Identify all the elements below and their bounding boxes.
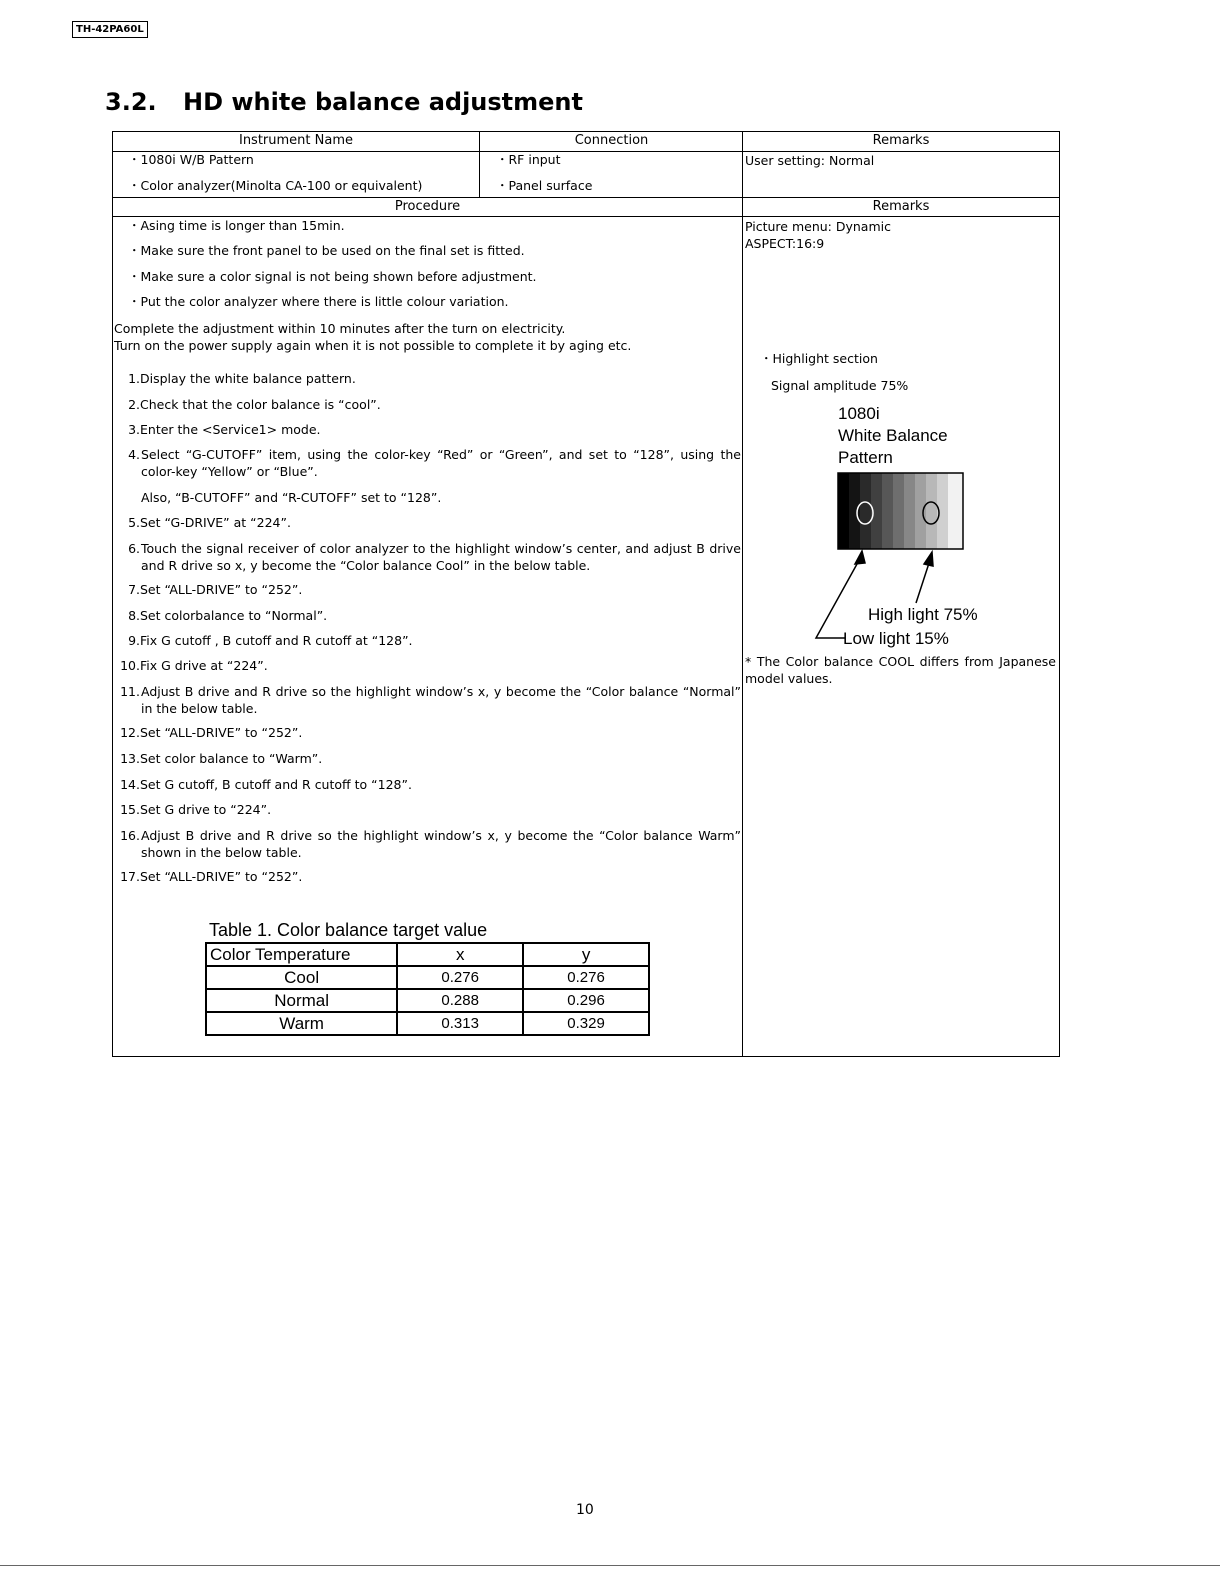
precaution-bullet: ・Put the color analyzer where there is little colour variation. [128, 294, 509, 309]
instrument-item: ・Color analyzer(Minolta CA-100 or equivalent) [128, 178, 423, 193]
pattern-title: 1080i White Balance Pattern [838, 404, 948, 467]
white-balance-pattern-diagram [790, 465, 1020, 655]
procedure-note: Complete the adjustment within 10 minutes after the turn on electricity. [114, 321, 566, 336]
page-bottom-rule [0, 1565, 1220, 1566]
column-header: Color Temperature [206, 943, 397, 966]
target-table-title: Table 1. Color balance target value [209, 920, 488, 940]
procedure-step: 9.Fix G cutoff , B cutoff and R cutoff at “128”. [128, 633, 413, 648]
procedure-step: 10.Fix G drive at “224”. [120, 658, 268, 673]
cool-footnote: * The Color balance COOL differs from Japanese model values. [745, 654, 1056, 686]
section-heading [105, 88, 583, 116]
procedure-step: 2.Check that the color balance is “cool”. [128, 397, 381, 412]
precaution-bullet: ・Make sure a color signal is not being shown before adjustment. [128, 269, 537, 284]
highlight-section-label: ・Highlight section [760, 351, 878, 366]
connection-item: ・RF input [496, 152, 561, 167]
procedure-step: 3.Enter the <Service1> mode. [128, 422, 321, 437]
table-cell: 0.276 [397, 966, 523, 989]
low-light-label: Low light 15% [843, 629, 949, 648]
instrument-item: ・1080i W/B Pattern [128, 152, 254, 167]
table-cell: Warm [206, 1012, 397, 1035]
table-cell: 0.276 [523, 966, 649, 989]
model-label: TH-42PA60L [72, 21, 148, 38]
section-title: HD white balance adjustment [183, 88, 583, 116]
procedure-step: 17.Set “ALL-DRIVE” to “252”. [120, 869, 303, 884]
procedure-step: 8.Set colorbalance to “Normal”. [128, 608, 328, 623]
table-cell: 0.329 [523, 1012, 649, 1035]
column-header: y [523, 943, 649, 966]
procedure-header: Procedure [394, 199, 461, 214]
table-cell: 0.288 [397, 989, 523, 1012]
table-cell: 0.313 [397, 1012, 523, 1035]
precaution-bullet: ・Asing time is longer than 15min. [128, 218, 345, 233]
procedure-step: 7.Set “ALL-DRIVE” to “252”. [128, 582, 303, 597]
table-cell: 0.296 [523, 989, 649, 1012]
table-cell: Normal [206, 989, 397, 1012]
instrument-name-header: Instrument Name [238, 133, 353, 148]
aspect-remark: ASPECT:16:9 [745, 236, 825, 251]
procedure-note: Turn on the power supply again when it is not possible to complete it by aging etc. [114, 338, 632, 353]
procedure-step: 15.Set G drive to “224”. [120, 802, 272, 817]
table-row [206, 989, 649, 1012]
procedure-step-note: Also, “B-CUTOFF” and “R-CUTOFF” set to “128”. [141, 490, 442, 505]
procedure-step: 13.Set color balance to “Warm”. [120, 751, 323, 766]
table-cell: Cool [206, 966, 397, 989]
table-header-row [206, 943, 649, 966]
page-number: 10 [576, 1502, 594, 1518]
procedure-step: 5.Set “G-DRIVE” at “224”. [128, 515, 291, 530]
grayscale-pattern-swatch [838, 473, 963, 549]
procedure-step: 14.Set G cutoff, B cutoff and R cutoff to “128”. [120, 777, 412, 792]
procedure-step: 12.Set “ALL-DRIVE” to “252”. [120, 725, 303, 740]
picture-menu-remark: Picture menu: Dynamic [745, 219, 891, 234]
table-row [206, 966, 649, 989]
remarks-header: Remarks [872, 133, 930, 148]
section-number: 3.2. [105, 88, 157, 116]
column-header: x [397, 943, 523, 966]
signal-amplitude-label: Signal amplitude 75% [771, 378, 909, 393]
table-row [206, 1012, 649, 1035]
precaution-bullet: ・Make sure the front panel to be used on the final set is fitted. [128, 243, 525, 258]
procedure-step: 1.Display the white balance pattern. [128, 371, 356, 386]
procedure-remarks-header: Remarks [872, 199, 930, 214]
high-light-label: High light 75% [868, 605, 978, 624]
instrument-remarks: User setting: Normal [745, 153, 875, 168]
connection-header: Connection [574, 133, 649, 148]
connection-item: ・Panel surface [496, 178, 593, 193]
color-balance-table [205, 942, 650, 1036]
